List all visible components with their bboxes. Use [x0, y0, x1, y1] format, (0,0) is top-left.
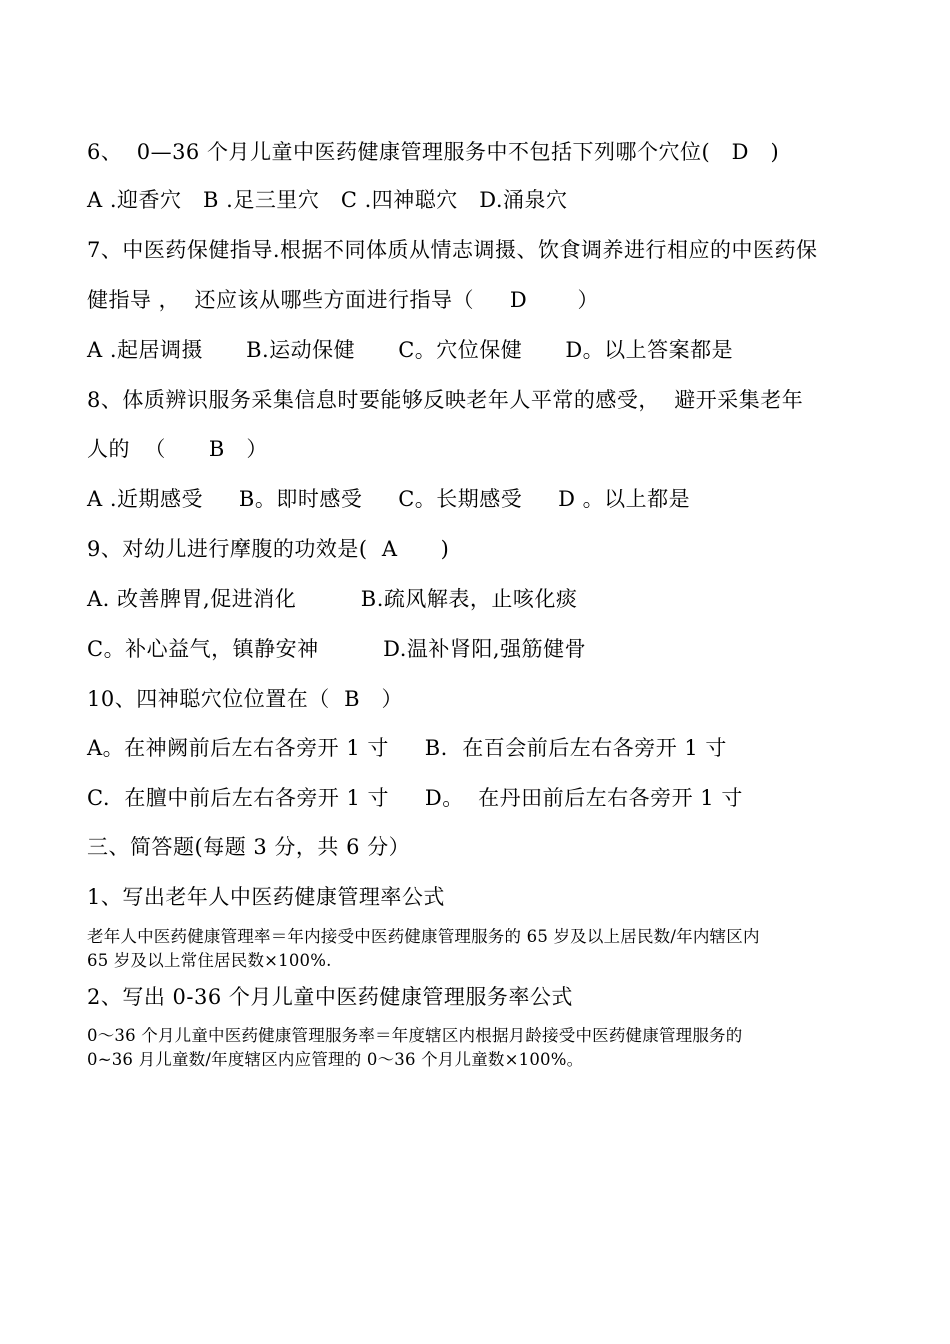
question-6-options: A .迎香穴 B .足三里穴 C .四神聪穴 D.涌泉穴 — [87, 188, 568, 212]
question-10-stem: 10、四神聪穴位位置在（ B ） — [87, 687, 404, 711]
question-8-options: A .近期感受 B。即时感受 C。长期感受 D 。以上都是 — [87, 487, 691, 511]
short-answer-1-question: 1、写出老年人中医药健康管理率公式 — [87, 885, 445, 909]
question-9-options-line2: C。补心益气，镇静安神 D.温补肾阳,强筋健骨 — [87, 637, 587, 661]
question-10-options-line1: A。在神阙前后左右各旁开 1 寸 B. 在百会前后左右各旁开 1 寸 — [87, 736, 727, 760]
question-9-options-line1: A. 改善脾胃,促进消化 B.疏风解表，止咳化痰 — [87, 587, 578, 611]
short-answer-2-question: 2、写出 0-36 个月儿童中医药健康管理服务率公式 — [87, 985, 573, 1009]
question-8-stem-line2: 人的 （ B ） — [87, 437, 268, 461]
section-3-heading: 三、简答题(每题 3 分，共 6 分） — [87, 835, 411, 859]
question-9-stem: 9、对幼儿进行摩腹的功效是( A ) — [87, 537, 450, 561]
question-7-stem-line1: 7、中医药保健指导.根据不同体质从情志调摄、饮食调养进行相应的中医药保 — [87, 238, 818, 262]
short-answer-1-answer-line1: 老年人中医药健康管理率＝年内接受中医药健康管理服务的 65 岁及以上居民数/年内辖区内 — [87, 927, 760, 946]
question-8-stem-line1: 8、体质辨识服务采集信息时要能够反映老年人平常的感受， 避开采集老年 — [87, 388, 804, 412]
question-10-options-line2: C. 在膻中前后左右各旁开 1 寸 D。 在丹田前后左右各旁开 1 寸 — [87, 786, 743, 810]
short-answer-1-answer-line2: 65 岁及以上常住居民数×100%. — [87, 951, 332, 970]
short-answer-2-answer-line1: 0～36 个月儿童中医药健康管理服务率＝年度辖区内根据月龄接受中医药健康管理服务的 — [87, 1026, 743, 1045]
question-7-stem-line2: 健指导 ， 还应该从哪些方面进行指导（ D ） — [87, 288, 599, 312]
question-7-options: A .起居调摄 B.运动保健 C。穴位保健 D。以上答案都是 — [87, 338, 734, 362]
question-6-stem: 6、 0—36 个月儿童中医药健康管理服务中不包括下列哪个穴位( D ) — [87, 140, 780, 164]
short-answer-2-answer-line2: 0~36 月儿童数/年度辖区内应管理的 0～36 个月儿童数×100%。 — [87, 1050, 584, 1069]
